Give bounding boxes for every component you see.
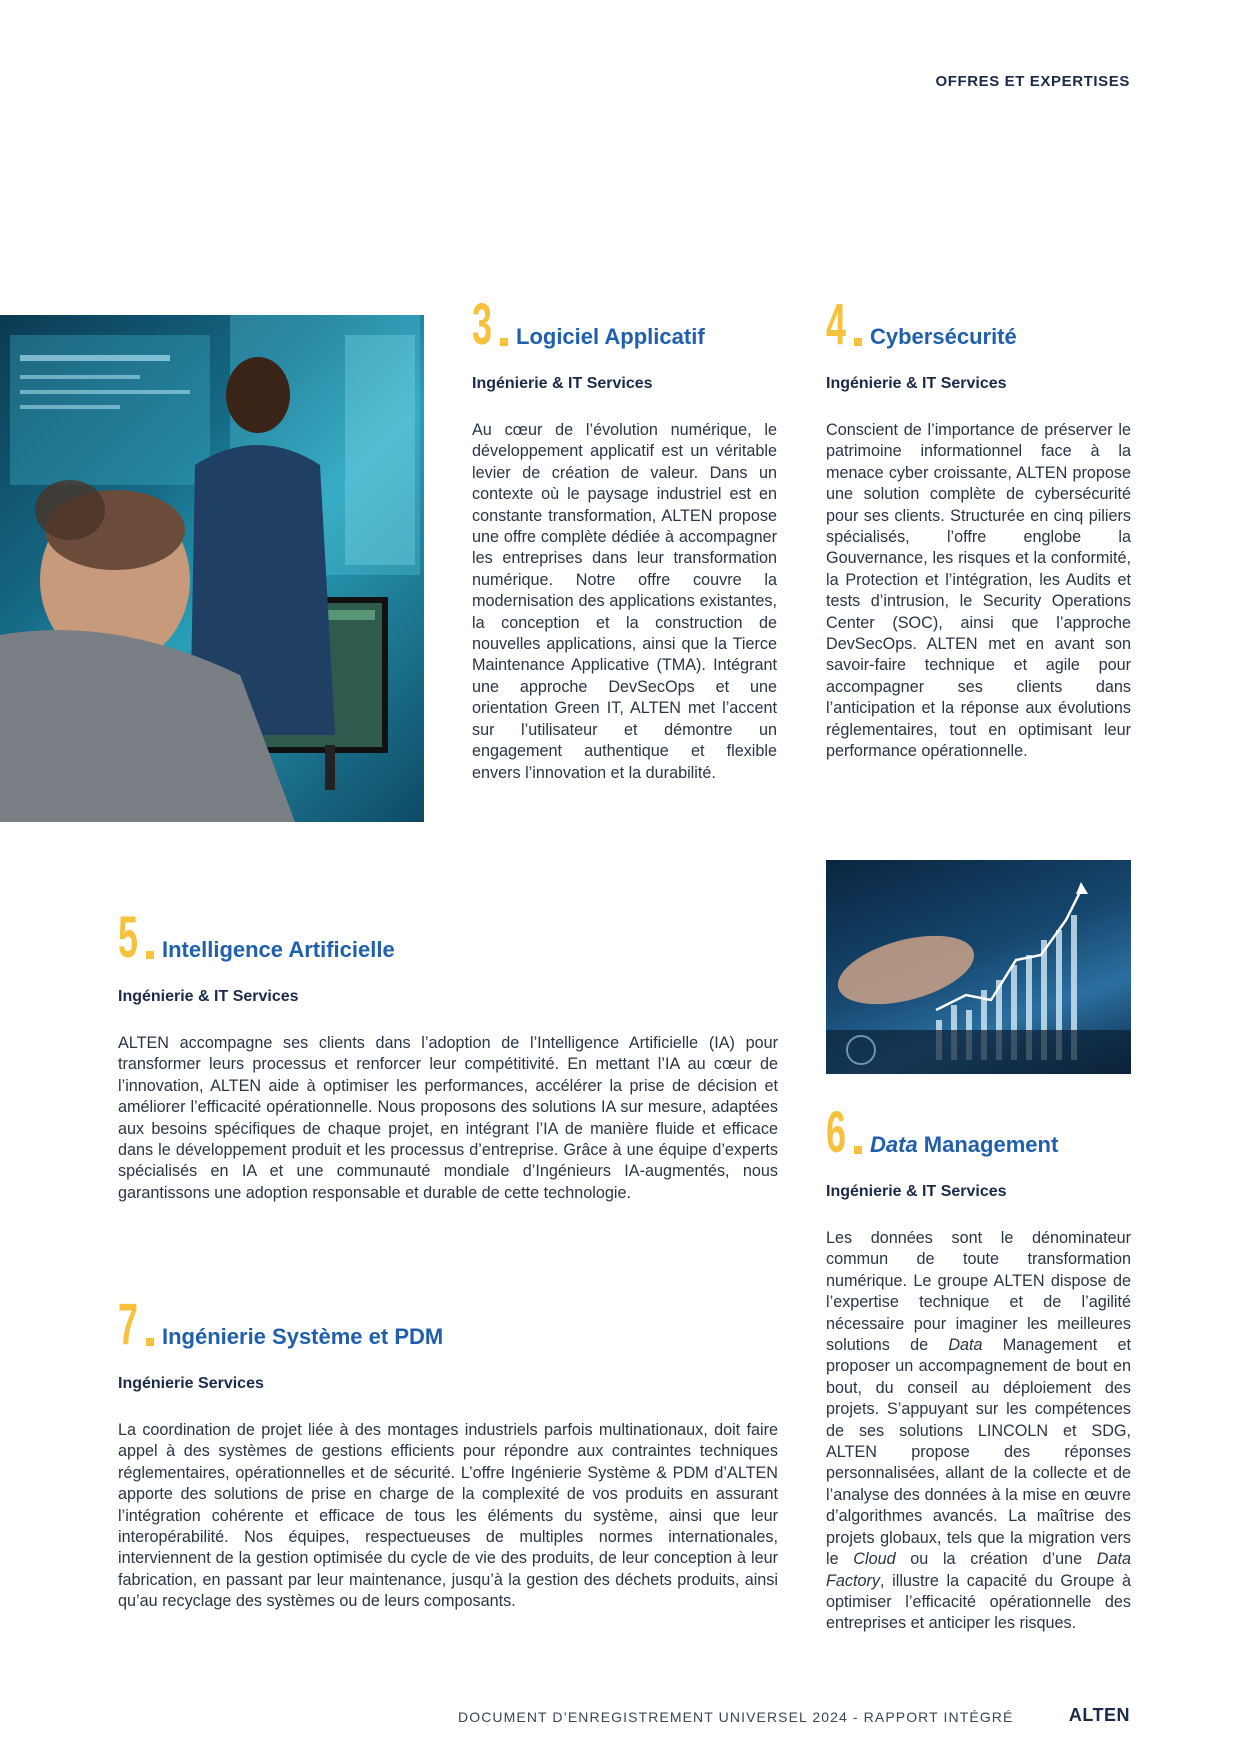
section-3-number: 3 xyxy=(472,292,493,357)
section-6-subtitle: Ingénierie & IT Services xyxy=(826,1183,1007,1200)
section-6-number: 6 xyxy=(826,1100,847,1165)
section-3-subtitle: Ingénierie & IT Services xyxy=(472,375,653,392)
section-4-heading xyxy=(826,292,1017,357)
section-4-number: 4 xyxy=(826,292,847,357)
section-5-body: ALTEN accompagne ses clients dans l’adoption de l’Intelligence Artificielle (IA) pour transformer leurs processus et renforcer leur compétitivité. En mettant l’IA au cœur de l’innovation, ALTEN aide à optimiser les performances, accélérer la prise de décision et améliorer l’efficacité opérationnelle. Nous proposons des solutions IA sur mesure, adaptées aux besoins spécifiques de chaque projet, en intégrant l’IA de manière fluide et efficace dans le développement produit et les processus d’entreprise. Grâce à une équipe d’experts spécialisés en IA et une communauté mondiale d’Ingénieurs IA-augmentés, nous garantissons une adoption responsable et durable de cette technologie. xyxy=(118,1034,778,1202)
engineers-photo xyxy=(0,315,424,822)
data-analytics-illustration xyxy=(826,860,1131,1074)
section-4-body: Conscient de l’importance de préserver le patrimoine informationnel face à la menace cyber croissante, ALTEN propose une solution complète de cybersécurité pour ses clients. Structurée en cinq piliers spécialisés, l’offre englobe la Gouvernance, les risques et la conformité, la Protection et l’intégration, les Audits et tests d’intrusion, le Security Operations Center (SOC), ainsi que l’approche DevSecOps. ALTEN met en avant son savoir-faire technique et agile pour accompagner ses clients dans l’anticipation et la réponse aux évolutions réglementaires, tout en optimisant leur performance opérationnelle. xyxy=(826,421,1131,761)
section-5-subtitle: Ingénierie & IT Services xyxy=(118,988,299,1005)
section-7-body: La coordination de projet liée à des montages industriels parfois multinationaux, doit faire appel à des systèmes de gestions efficients pour répondre aux contraintes techniques réglementaires, opérationnelles et de sécurité. L’offre Ingénierie Système & PDM d’ALTEN apporte des solutions de prise en charge de la complexité de vos produits en assurant l’intégration cohérente et efficace de tous les éléments du système, ainsi que leur interopérabilité. Nos équipes, respectueuses de multiples normes internationales, interviennent de la gestion optimisée du cycle de vie des produits, de leur conception à leur fabrication, en passant par leur maintenance, jusqu’à la gestion des déchets produits, ainsi qu’au recyclage des systèmes ou de leurs composants. xyxy=(118,1421,778,1611)
section-3-body: Au cœur de l’évolution numérique, le développement applicatif est un véritable levier de création de valeur. Dans un contexte où le paysage industriel est en constante transformation, ALTEN propose une offre complète dédiée à accompagner les entreprises dans leur transformation numérique. Notre offre couvre la modernisation des applications existantes, la conception et la construction de nouvelles applications, ainsi que la Tierce Maintenance Applicative (TMA). Intégrant une approche DevSecOps et une orientation Green IT, ALTEN met l’accent sur l’utilisateur et démontre un engagement authentique et flexible envers l’innovation et la durabilité. xyxy=(472,421,777,782)
section-6-title: Data Management xyxy=(870,1132,1059,1157)
section-5-number: 5 xyxy=(118,905,139,970)
footer-brand-logo: ALTEN xyxy=(1068,1705,1130,1725)
heading-dot xyxy=(146,1338,154,1346)
section-6-heading xyxy=(826,1100,1059,1165)
section-6-body: Les données sont le dénominateur commun de toute transformation numérique. Le groupe ALTEN dispose de l’expertise technique et de l’agilité nécessaire pour imaginer les meilleures solutions de Data Management et proposer un accompagnement de bout en bout, du conseil au déploiement des projets. S’appuyant sur les compétences de ses solutions LINCOLN et SDG, ALTEN propose des réponses personnalisées, allant de la collecte et de l’analyse des données à la mise en œuvre d’algorithmes avancés. La maîtrise des projets globaux, tels que la migration vers le Cloud ou la création d’une Data Factory, illustre la capacité du Groupe à optimiser l’efficacité opérationnelle des entreprises et anticiper les risques. xyxy=(826,1229,1132,1633)
section-3-heading xyxy=(472,292,705,357)
section-5-heading xyxy=(118,905,395,970)
heading-dot xyxy=(854,1146,862,1154)
footer-document-title: DOCUMENT D’ENREGISTREMENT UNIVERSEL 2024 - RAPPORT INTÉGRÉ xyxy=(458,1709,1014,1725)
heading-dot xyxy=(500,338,508,346)
heading-dot xyxy=(854,338,862,346)
section-7-subtitle: Ingénierie Services xyxy=(118,1375,264,1392)
section-7-title: Ingénierie Système et PDM xyxy=(162,1324,444,1349)
section-label: OFFRES ET EXPERTISES xyxy=(935,73,1130,90)
section-4-subtitle: Ingénierie & IT Services xyxy=(826,375,1007,392)
section-5-title: Intelligence Artificielle xyxy=(162,937,395,962)
section-7-heading xyxy=(118,1292,444,1357)
section-3-title: Logiciel Applicatif xyxy=(516,324,705,349)
data-analytics-photo xyxy=(826,860,1131,1074)
section-7-number: 7 xyxy=(118,1292,139,1357)
heading-dot xyxy=(146,951,154,959)
section-4-title: Cybersécurité xyxy=(870,324,1017,349)
engineers-illustration xyxy=(0,315,424,822)
